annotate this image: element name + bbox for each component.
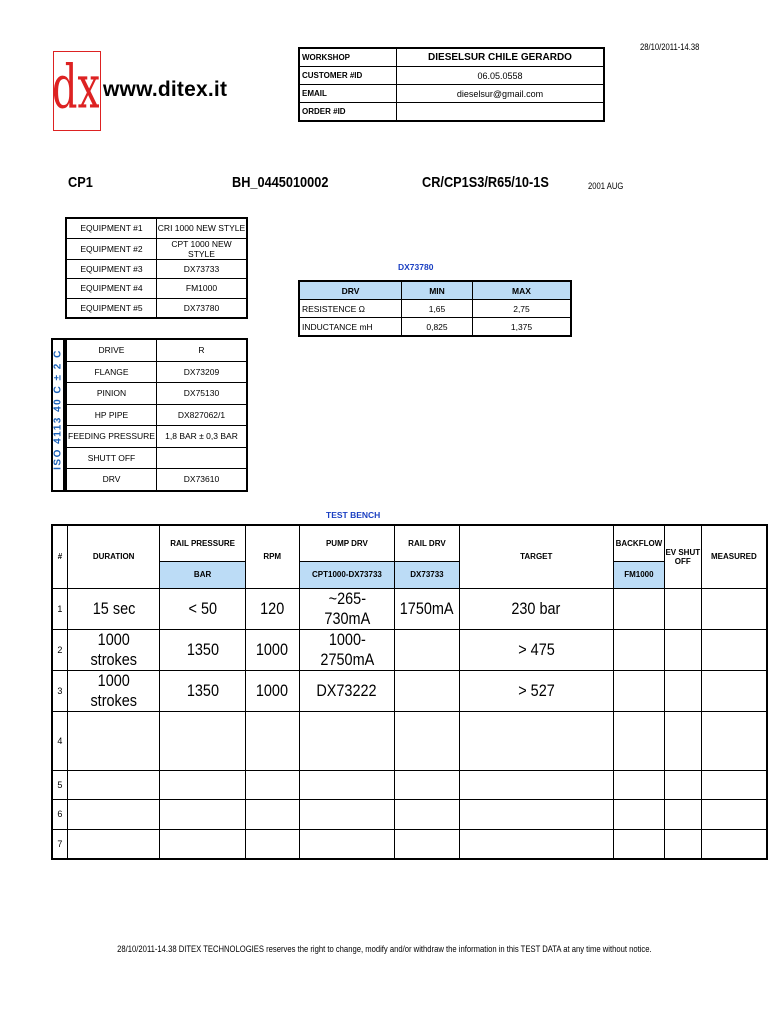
row-pump-drv [299, 770, 395, 799]
pump-code: BH_0445010002 [232, 174, 329, 191]
equipment-row [66, 298, 247, 318]
test-bench-table [51, 524, 768, 860]
equipment-value: DX73733 [157, 259, 248, 279]
drv-cell: 2,75 [473, 300, 572, 318]
setup-row [66, 383, 247, 405]
table-row [52, 629, 767, 670]
equipment-label: EQUIPMENT #1 [66, 218, 157, 238]
ditex-logo [53, 51, 101, 131]
customer-label: ORDER #ID [299, 103, 397, 122]
table-row [52, 670, 767, 711]
row-pressure [160, 799, 245, 829]
row-target [459, 711, 613, 770]
row-rpm [245, 799, 299, 829]
drv-cell: 1,65 [402, 300, 473, 318]
row-pump-drv [299, 829, 395, 859]
row-pressure [160, 770, 245, 799]
header-rail-drv: RAIL DRV [395, 525, 459, 561]
row-pressure: 1350 [160, 670, 245, 711]
row-rpm: 1000 [245, 670, 299, 711]
row-duration [67, 799, 160, 829]
drv-header: MAX [473, 281, 572, 300]
row-pressure [160, 711, 245, 770]
setup-label: SHUTT OFF [66, 447, 157, 469]
row-target [459, 799, 613, 829]
setup-value: DX73610 [157, 469, 248, 491]
unit-backflow: FM1000 [613, 561, 664, 588]
row-target [459, 770, 613, 799]
setup-value [157, 447, 248, 469]
row-num: 7 [52, 829, 67, 859]
header-ev-shut-off: EV SHUT OFF [664, 525, 701, 588]
drv-table-title: DX73780 [398, 262, 434, 272]
row-num: 4 [52, 711, 67, 770]
unit-pump-drv: CPT1000-DX73733 [299, 561, 395, 588]
row-measured [701, 629, 767, 670]
row-measured [701, 799, 767, 829]
row-duration [67, 829, 160, 859]
row-ev-shut-off [664, 770, 701, 799]
row-num: 1 [52, 588, 67, 629]
equipment-label: EQUIPMENT #4 [66, 279, 157, 299]
row-measured [701, 670, 767, 711]
customer-label: CUSTOMER #ID [299, 67, 397, 85]
production-date: 2001 AUG [588, 181, 624, 191]
row-target: > 527 [459, 670, 613, 711]
logo-mark: dx [54, 53, 99, 123]
pump-model: CP1 [68, 174, 93, 191]
setup-row [66, 339, 247, 361]
row-backflow [613, 770, 664, 799]
table-row [52, 711, 767, 770]
setup-value: DX73209 [157, 361, 248, 383]
row-rail-drv [395, 670, 459, 711]
drv-header: DRV [299, 281, 402, 300]
row-rpm: 120 [245, 588, 299, 629]
equipment-label: EQUIPMENT #5 [66, 298, 157, 318]
equipment-row [66, 218, 247, 238]
drv-row [299, 318, 571, 337]
row-num: 2 [52, 629, 67, 670]
equipment-label: EQUIPMENT #2 [66, 238, 157, 259]
table-row [52, 770, 767, 799]
drv-cell: 0,825 [402, 318, 473, 337]
customer-value: dieselsur@gmail.com [397, 85, 605, 103]
row-rpm: 1000 [245, 629, 299, 670]
row-target [459, 829, 613, 859]
row-duration: 15 sec [67, 588, 160, 629]
row-target: 230 bar [459, 588, 613, 629]
row-pressure: < 50 [160, 588, 245, 629]
row-ev-shut-off [664, 588, 701, 629]
row-duration [67, 770, 160, 799]
row-ev-shut-off [664, 670, 701, 711]
row-measured [701, 711, 767, 770]
setup-row [66, 447, 247, 469]
setup-label: HP PIPE [66, 404, 157, 426]
setup-row [66, 469, 247, 491]
timestamp: 28/10/2011-14.38 [640, 42, 700, 52]
header-rpm: RPM [245, 525, 299, 588]
setup-row [66, 404, 247, 426]
row-num: 3 [52, 670, 67, 711]
header-target: TARGET [459, 525, 613, 588]
setup-label: PINION [66, 383, 157, 405]
row-duration: 1000 strokes [67, 629, 160, 670]
row-target: > 475 [459, 629, 613, 670]
equipment-row [66, 279, 247, 299]
test-bench-header-row [52, 525, 767, 561]
row-pump-drv: ~265-730mA [299, 588, 395, 629]
row-ev-shut-off [664, 711, 701, 770]
row-pump-drv: DX73222 [299, 670, 395, 711]
customer-value [397, 103, 605, 122]
equipment-value: CPT 1000 NEW STYLE [157, 238, 248, 259]
equipment-value: DX73780 [157, 298, 248, 318]
row-ev-shut-off [664, 829, 701, 859]
row-pump-drv [299, 711, 395, 770]
unit-rail-pressure: BAR [160, 561, 245, 588]
equipment-row [66, 238, 247, 259]
row-ev-shut-off [664, 629, 701, 670]
header-measured: MEASURED [701, 525, 767, 588]
row-rail-drv [395, 799, 459, 829]
row-measured [701, 770, 767, 799]
customer-label: EMAIL [299, 85, 397, 103]
setup-label: DRV [66, 469, 157, 491]
row-rpm [245, 770, 299, 799]
setup-row [66, 426, 247, 448]
row-backflow [613, 670, 664, 711]
footer-disclaimer: 28/10/2011-14.38 DITEX TECHNOLOGIES reserves the right to change, modify and/or withdraw the information in this TEST DATA at any time without notice. [116, 944, 652, 954]
header-num: # [52, 525, 67, 588]
row-measured [701, 829, 767, 859]
customer-row [299, 85, 604, 103]
customer-value: 06.05.0558 [397, 67, 605, 85]
header-duration: DURATION [67, 525, 160, 588]
test-bench-title: TEST BENCH [326, 510, 381, 520]
dx-logo-icon [54, 52, 99, 129]
equipment-label: EQUIPMENT #3 [66, 259, 157, 279]
test-bench-unit-row [52, 561, 767, 588]
setup-label: FEEDING PRESSURE [66, 426, 157, 448]
row-rail-drv [395, 770, 459, 799]
equipment-value: CRI 1000 NEW STYLE [157, 218, 248, 238]
customer-row [299, 103, 604, 122]
row-pressure: 1350 [160, 629, 245, 670]
row-rail-drv [395, 711, 459, 770]
setup-label: DRIVE [66, 339, 157, 361]
header-backflow: BACKFLOW [613, 525, 664, 561]
row-duration [67, 711, 160, 770]
equipment-row [66, 259, 247, 279]
setup-label: FLANGE [66, 361, 157, 383]
setup-value: 1,8 BAR ± 0,3 BAR [157, 426, 248, 448]
setup-value: R [157, 339, 248, 361]
row-backflow [613, 829, 664, 859]
row-backflow [613, 629, 664, 670]
drv-cell: RESISTENCE Ω [299, 300, 402, 318]
drv-cell: 1,375 [473, 318, 572, 337]
drv-table [298, 280, 572, 337]
row-rpm [245, 829, 299, 859]
table-row [52, 588, 767, 629]
row-num: 5 [52, 770, 67, 799]
customer-row [299, 48, 604, 67]
setup-value: DX75130 [157, 383, 248, 405]
row-rpm [245, 711, 299, 770]
logo-url: www.ditex.it [103, 78, 228, 101]
drv-header: MIN [402, 281, 473, 300]
row-backflow [613, 711, 664, 770]
row-ev-shut-off [664, 799, 701, 829]
row-backflow [613, 588, 664, 629]
row-pump-drv [299, 799, 395, 829]
row-pump-drv: 1000-2750mA [299, 629, 395, 670]
header-rail-pressure: RAIL PRESSURE [160, 525, 245, 561]
row-rail-drv [395, 629, 459, 670]
setup-table [65, 338, 248, 492]
row-duration: 1000 strokes [67, 670, 160, 711]
equipment-table [65, 217, 248, 319]
header-pump-drv: PUMP DRV [299, 525, 395, 561]
table-row [52, 829, 767, 859]
drv-header-row [299, 281, 571, 300]
iso-label: ISO 4113 40 C ± 2 C [52, 349, 64, 470]
customer-label: WORKSHOP [299, 48, 397, 67]
customer-row [299, 67, 604, 85]
equipment-value: FM1000 [157, 279, 248, 299]
drv-row [299, 300, 571, 318]
row-rail-drv: 1750mA [395, 588, 459, 629]
row-backflow [613, 799, 664, 829]
setup-row [66, 361, 247, 383]
table-row [52, 799, 767, 829]
customer-value: DIESELSUR CHILE GERARDO [397, 48, 605, 67]
drv-cell: INDUCTANCE mH [299, 318, 402, 337]
unit-rail-drv: DX73733 [395, 561, 459, 588]
pump-ref: CR/CP1S3/R65/10-1S [422, 174, 549, 191]
row-rail-drv [395, 829, 459, 859]
row-measured [701, 588, 767, 629]
row-num: 6 [52, 799, 67, 829]
setup-value: DX827062/1 [157, 404, 248, 426]
row-pressure [160, 829, 245, 859]
customer-table [298, 47, 605, 122]
